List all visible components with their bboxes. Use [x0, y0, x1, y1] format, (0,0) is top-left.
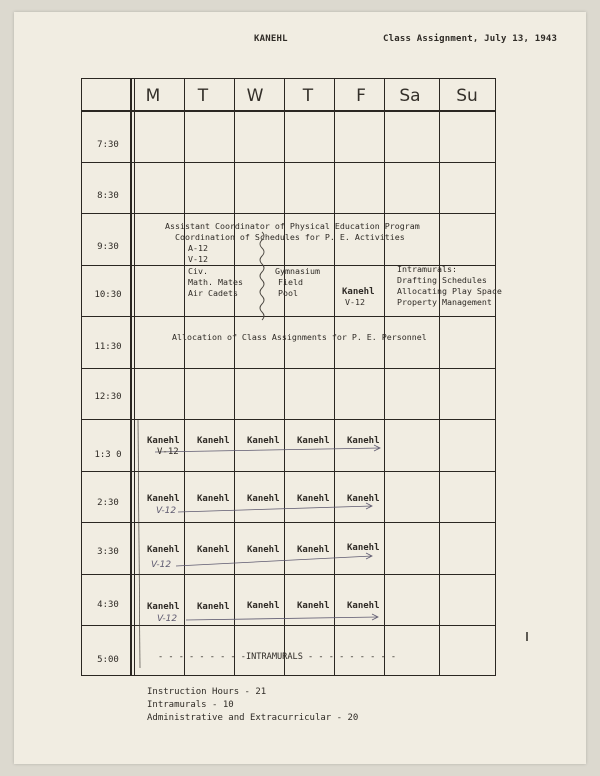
- day-header-sun: Su: [456, 86, 478, 106]
- arrow-line: [176, 556, 372, 566]
- handwritten-text: V-12: [157, 614, 178, 624]
- day-header-tue: T: [197, 86, 209, 106]
- entry-text: Kanehl: [147, 545, 180, 555]
- entry-text: Math. Mates: [188, 277, 243, 287]
- entry-text: Kanehl: [197, 494, 230, 504]
- time-label: 5:00: [97, 655, 119, 665]
- entry-text: A-12: [188, 243, 208, 253]
- entry-text: Kanehl: [247, 436, 280, 446]
- entry-text: Intramurals:: [397, 264, 457, 274]
- margin-mark: [138, 420, 140, 668]
- arrow-line: [186, 617, 378, 620]
- entry-text: Kanehl: [197, 436, 230, 446]
- entry-text: V-12: [345, 297, 365, 307]
- entry-text: Kanehl: [342, 287, 375, 297]
- summary-line: Administrative and Extracurricular - 20: [147, 713, 359, 723]
- handwritten-text: V-12: [156, 506, 177, 516]
- entry-text: Kanehl: [347, 543, 380, 553]
- time-label: 8:30: [97, 191, 119, 201]
- day-header-mon: M: [145, 86, 161, 106]
- entry-text: Kanehl: [347, 601, 380, 611]
- arrow-line: [178, 506, 372, 512]
- entry-text: Kanehl: [147, 436, 180, 446]
- header-name: KANEHL: [254, 34, 288, 44]
- time-label: 12:30: [94, 392, 122, 402]
- time-label: 4:30: [97, 600, 119, 610]
- time-label: 9:30: [97, 242, 119, 252]
- entry-text: Gymnasium: [275, 266, 320, 276]
- entry-text: Assistant Coordinator of Physical Education Program: [165, 221, 420, 231]
- entry-text: Property Management: [397, 297, 492, 307]
- entry-text: - - - - - - - - -INTRAMURALS - - - - - - - - -: [158, 652, 396, 662]
- entry-text: Allocation of Class Assignments for P. E. Personnel: [172, 332, 427, 342]
- summary-line: Intramurals - 10: [147, 700, 234, 710]
- time-label: 1:3 0: [94, 450, 122, 460]
- time-label: 2:30: [97, 498, 119, 508]
- time-label: 10:30: [94, 290, 122, 300]
- entry-text: Kanehl: [247, 494, 280, 504]
- day-header-thu: T: [302, 86, 314, 106]
- entry-text: V-12: [157, 447, 179, 457]
- entry-text: Kanehl: [297, 601, 330, 611]
- entry-text: Kanehl: [197, 545, 230, 555]
- entry-text: Kanehl: [347, 494, 380, 504]
- entry-text: Kanehl: [247, 545, 280, 555]
- entry-text: Field: [278, 277, 303, 287]
- entry-text: Pool: [278, 288, 298, 298]
- entry-text: Kanehl: [297, 494, 330, 504]
- entry-text: V-12: [188, 254, 208, 264]
- entry-text: Kanehl: [147, 602, 180, 612]
- time-label: 11:30: [94, 342, 122, 352]
- summary-line: Instruction Hours - 21: [147, 687, 267, 697]
- entry-text: Drafting Schedules: [397, 275, 487, 285]
- day-header-sat: Sa: [399, 86, 421, 106]
- entry-text: Allocating Play Space: [397, 286, 502, 296]
- handwritten-text: V-12: [151, 560, 172, 570]
- header-title: Class Assignment, July 13, 1943: [383, 34, 558, 44]
- day-header-wed: W: [246, 86, 264, 106]
- entry-text: Kanehl: [247, 601, 280, 611]
- bracket-mark: [260, 232, 264, 320]
- entry-text: Air Cadets: [188, 288, 238, 298]
- entry-text: Kanehl: [197, 602, 230, 612]
- arrow-line: [155, 448, 380, 452]
- entry-text: Coordination of Schedules for P. E. Activities: [175, 232, 405, 242]
- time-label: 3:30: [97, 547, 119, 557]
- entry-text: Kanehl: [147, 494, 180, 504]
- entry-text: Kanehl: [347, 436, 380, 446]
- entry-text: Kanehl: [297, 545, 330, 555]
- entry-text: Kanehl: [297, 436, 330, 446]
- time-label: 7:30: [97, 140, 119, 150]
- day-header-fri: F: [356, 86, 366, 106]
- entry-text: Civ.: [188, 266, 208, 276]
